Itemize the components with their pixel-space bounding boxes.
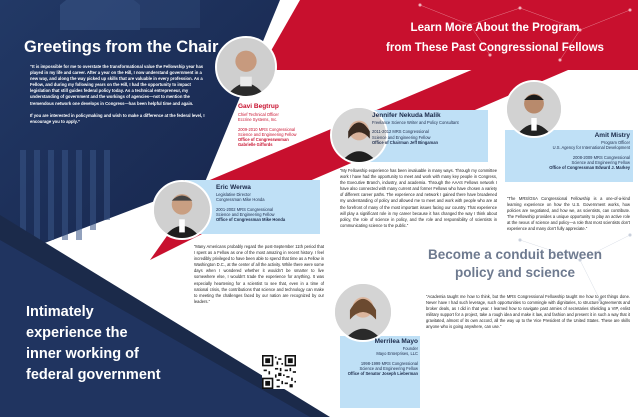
conduit-heading-line2: policy and science xyxy=(454,265,576,280)
eric-info xyxy=(216,184,321,222)
gavi-office-line2: Gabrielle Giffords xyxy=(238,142,273,148)
jennifer-quote: “My Fellowship experience has been invaluable in many ways. Through my committee work I have had the opportunity to meet and work with many key people in Congress, the Executive Branch, industry, and academia. Through the AAAS Fellows network I have also connected with many current and former Fellows who have chosen a variety of different career paths. The experience and network I gained there have broadened my understanding of policy and allowed me to meet and work with people who are at the forefront of many of the most important issues facing our country. That experience will play a significant role in my career because it has changed the way I think about policy, the role of science in policy, and the role and responsibility of scientists in communicating science to the public.” xyxy=(340,168,497,228)
eric-title-line1: Legislative Director xyxy=(216,192,251,197)
amit-fellow-line1: 2008-2009 MRS Congressional xyxy=(572,154,630,160)
eric-title-line2: Congressman Mike Honda xyxy=(216,197,265,203)
jennifer-info xyxy=(372,112,492,145)
gavi-title-line2: Eccrine Systems, Inc. xyxy=(238,117,278,123)
gavi-title-line1: Chief Technical Officer xyxy=(238,112,279,117)
footer-slogan-line3: inner working of xyxy=(26,346,139,362)
eric-office: Office of Congressman Mike Honda xyxy=(216,217,286,223)
conduit-heading xyxy=(400,246,630,282)
jennifer-fellow-line1: 2011-2012 MRS Congressional xyxy=(372,129,429,135)
gavi-name: Gavi Begtrup xyxy=(238,103,279,110)
conduit-heading-line1: Become a conduit between xyxy=(427,247,603,262)
program-header xyxy=(360,18,630,58)
eric-quote: “Many Americans probably regard the post-September 11th period that I spent as a Fellow as one of the most amazing in recent history. I feel incredibly privileged to have been able to spend that time as a Fellow in Washington D.C., at the center of all the activity. While there were some days when I wondered whether it wouldn't be smarter to live somewhere else, I wouldn't trade the experience for anything. It was especially heartening for a scientist to see that, even in a time of national crisis, the contributions that science and technology can make to meeting the challenges faced by our nation are recognized by our leaders.” xyxy=(194,244,324,304)
amit-quote: “The MRS/OSA Congressional Fellowship is a one-of-a-kind learning experience on how the U.S. Government works, how policies are negotiated, and how we, as scientists, can contribute. The Fellowship provides a unique opportunity to play an active role at the nexus of science and policy—a role that most scientists don't experience and many don't fully appreciate.” xyxy=(507,196,630,232)
gavi-begtrup-photo xyxy=(215,36,277,98)
gavi-office-line1: Office of Congresswoman xyxy=(238,137,289,143)
jennifer-fellow-line2: Science and Engineering Fellow xyxy=(372,134,431,140)
eric-fellow-line2: Science and Engineering Fellow xyxy=(216,211,275,217)
merrilea-title-line2: Mayo Enterprises, LLC xyxy=(376,351,418,357)
amit-office: Office of Congressman Edward J. Markey xyxy=(549,165,630,171)
chair-quote xyxy=(30,64,210,125)
gavi-info xyxy=(238,103,328,148)
amit-info xyxy=(505,132,630,170)
eric-werwa-photo xyxy=(152,180,212,240)
eric-fellow-line1: 2001-2002 MRS Congressional xyxy=(216,206,274,212)
merrilea-mayo-photo xyxy=(333,282,393,342)
amit-title-line1: Program Officer xyxy=(601,140,630,145)
eric-name: Eric Werwa xyxy=(216,184,251,191)
jennifer-title: Freelance Science Writer and Policy Consultant xyxy=(372,120,459,125)
program-header-line1: Learn More About the Program xyxy=(410,22,580,34)
gavi-fellow-line2: Science and Engineering Fellow xyxy=(238,131,297,137)
program-header-line2: from These Past Congressional Fellows xyxy=(386,42,604,54)
footer-slogan-line4: federal government xyxy=(26,367,161,383)
merrilea-quote: “Academia taught me how to think, but the MRS Congressional Fellowship taught me how to get things done. Never have I had such leverage, such opportunities to commingle with dignitaries, to structure agreements and broker deals, as I did in that year. I learned how to navigate past armies of secretaries shielding a VIP, enlist military support for a project, take a rough idea and make it law, and fashion and present it in such a way that it gravitated, almost of its own accord, all the way up to the Vice President of the United States. These are skills anyone who is going anywhere, can use.” xyxy=(426,294,630,330)
jennifer-name: Jennifer Nekuda Malik xyxy=(372,112,441,119)
amit-mistry-photo xyxy=(505,80,563,138)
merrilea-name: Merrilea Mayo xyxy=(374,338,418,345)
chair-quote-paragraph-2: If you are interested in policymaking and wish to make a difference at the federal level, I encourage you to apply.” xyxy=(30,112,205,124)
qr-code[interactable] xyxy=(262,355,296,389)
merrilea-fellow-line1: 1998-1999 MRS Congressional xyxy=(360,360,418,366)
chair-quote-paragraph-1: “It is impossible for me to overstate the transformational value the Fellowship year has played in my life and career. After a year on the Hill, I now understand government in a new way, and along the way picked up skills that are valuable in every profession. As a Fellow, and during my following years on the Hill, I had the opportunity to impact legislation that still guides federal policy today. As a technical entrepreneur, my understanding of government and the workings of agencies—not to mention the tremendous network one develops in Congress—has been helpful time and again. xyxy=(30,64,204,106)
merrilea-title-line1: Founder xyxy=(402,346,418,351)
chair-heading: Greetings from the Chair xyxy=(24,38,219,56)
amit-name: Amit Mistry xyxy=(594,132,630,139)
merrilea-office: Office of Senator Joseph Lieberman xyxy=(347,371,418,377)
jennifer-office: Office of Chairman Jeff Bingaman xyxy=(372,139,438,145)
amit-title-line2: U.S. Agency for International Development xyxy=(552,145,630,151)
footer-slogan-line2: experience the xyxy=(26,325,128,341)
gavi-fellow-line1: 2009-2010 MRS Congressional xyxy=(238,126,296,132)
merrilea-info xyxy=(344,338,418,376)
footer-slogan-line1: Intimately xyxy=(26,304,94,320)
footer-slogan xyxy=(26,302,161,386)
amit-fellow-line2: Science and Engineering Fellow xyxy=(571,159,630,165)
merrilea-fellow-line2: Science and Engineering Fellow xyxy=(359,365,418,371)
